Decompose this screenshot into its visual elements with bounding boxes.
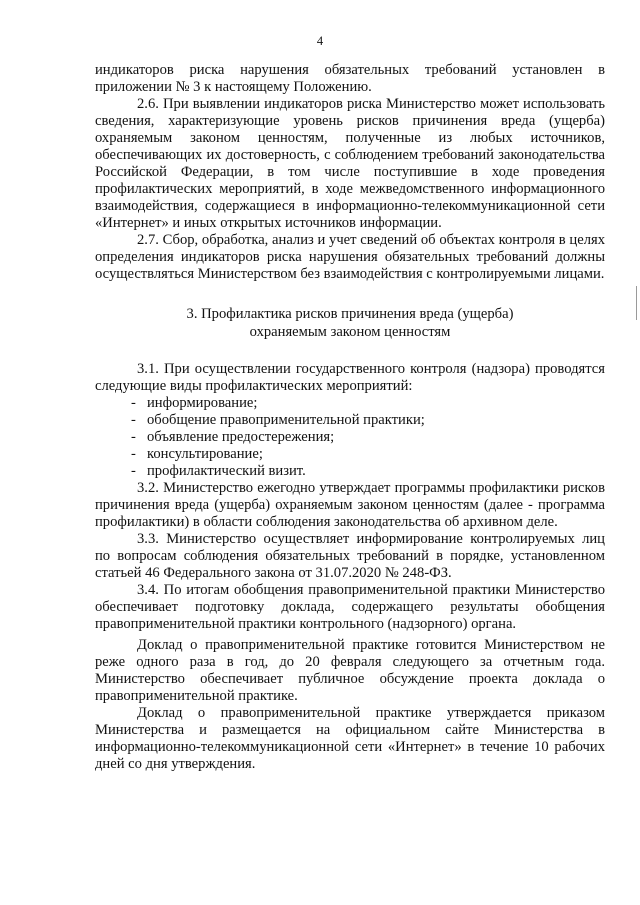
list-dash: - <box>131 429 136 445</box>
list-dash: - <box>131 446 136 462</box>
paragraph-2-6: 2.6. При выявлении индикаторов риска Министерство может использовать сведения, характеризующие уровень рисков причинения вреда (ущерба) охраняемым законом ценностям, полученные из любых источников, обеспечивающих их достоверность, с соблюдением требований законодательства Российской Федерации, в том числе поступившие в ходе проведения профилактических мероприятий, в ходе межведомственного информационного взаимодействия, содержащиеся в информационно-телекоммуникационной сети «Интернет» и иных открытых источников информации. <box>95 96 605 231</box>
list-item <box>131 429 605 446</box>
list-item-text: информирование; <box>147 395 258 411</box>
list-item-text: консультирование; <box>147 446 263 462</box>
list-item <box>131 395 605 412</box>
list-item <box>131 446 605 463</box>
scan-edge-mark <box>636 286 637 320</box>
document-body <box>95 62 605 773</box>
list-dash: - <box>131 412 136 428</box>
list-item <box>131 412 605 429</box>
section-heading-line-2: охраняемым законом ценностям <box>249 324 451 340</box>
list-item-text: обобщение правоприменительной практики; <box>147 412 425 428</box>
paragraph-3-3: 3.3. Министерство осуществляет информирование контролируемых лиц по вопросам соблюдения обязательных требований в порядке, установленном статьей 46 Федерального закона от 31.07.2020 № 248-ФЗ. <box>95 531 605 581</box>
list-item-text: профилактический визит. <box>147 463 306 479</box>
paragraph-2-7: 2.7. Сбор, обработка, анализ и учет сведений об объектах контроля в целях определения индикаторов риска нарушения обязательных требований должны осуществляться Министерством без взаимодействия с контролируемыми лицами. <box>95 232 605 282</box>
paragraph-report-approval: Доклад о правоприменительной практике утверждается приказом Министерства и размещается на официальном сайте Министерства в информационно-телекоммуникационной сети «Интернет» в течение 10 рабочих дней со дня утверждения. <box>95 705 605 772</box>
section-heading-line-1: 3. Профилактика рисков причинения вреда (ущерба) <box>186 306 514 322</box>
list-item-text: объявление предостережения; <box>147 429 335 445</box>
paragraph-3-2: 3.2. Министерство ежегодно утверждает программы профилактики рисков причинения вреда (ущерба) охраняемым законом ценностям (далее - программа профилактики) в области соблюдения законодательства об архивном деле. <box>95 480 605 530</box>
paragraph-report-preparation: Доклад о правоприменительной практике готовится Министерством не реже одного раза в год, до 20 февраля следующего за отчетным года. Министерство обеспечивает публичное обсуждение проекта доклада о правоприменительной практике. <box>95 637 605 704</box>
list-dash: - <box>131 463 136 479</box>
list-dash: - <box>131 395 136 411</box>
paragraph-3-4: 3.4. По итогам обобщения правоприменительной практики Министерство обеспечивает подготовку доклада, содержащего результаты обобщения правоприменительной практики контрольного (надзорного) органа. <box>95 582 605 632</box>
page-number: 4 <box>316 34 324 48</box>
list-item <box>131 463 605 480</box>
paragraph-continuation: индикаторов риска нарушения обязательных требований установлен в приложении № 3 к настоящему Положению. <box>95 62 605 95</box>
prevention-measures-list <box>95 395 605 480</box>
paragraph-3-1: 3.1. При осуществлении государственного контроля (надзора) проводятся следующие виды профилактических мероприятий: <box>95 361 605 394</box>
section-heading <box>95 305 605 341</box>
